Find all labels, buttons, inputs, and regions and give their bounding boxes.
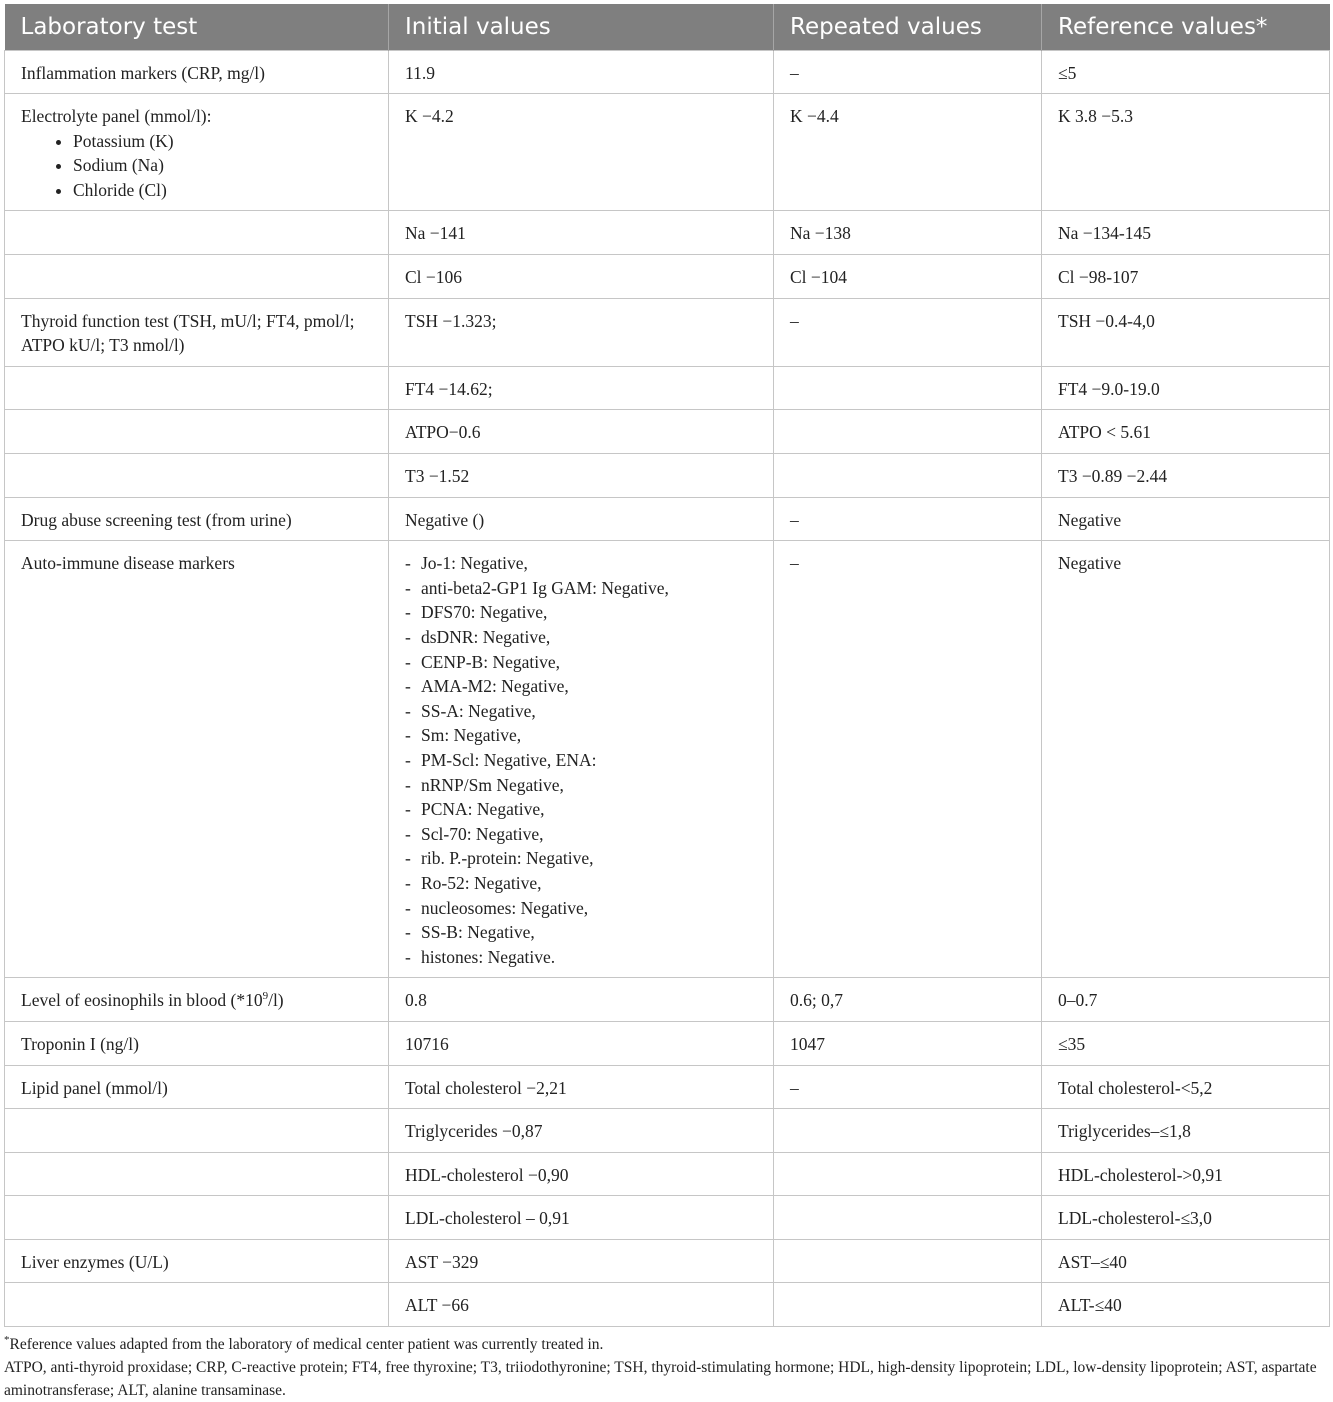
cell-initial: AST −329 bbox=[389, 1239, 774, 1283]
list-item: - anti-beta2-GP1 Ig GAM: Negative, bbox=[405, 576, 757, 601]
cell-repeated: – bbox=[774, 541, 1042, 978]
list-item: - DFS70: Negative, bbox=[405, 600, 757, 625]
cell-initial: Negative () bbox=[389, 497, 774, 541]
cell-test-tail: /l) bbox=[268, 990, 284, 1011]
cell-initial: FT4 −14.62; bbox=[389, 366, 774, 410]
table-row bbox=[5, 1196, 1330, 1240]
abbreviations: ATPO, anti-thyroid proxidase; CRP, C-reactive protein; FT4, free thyroxine; T3, triiodothyronine; TSH, thyroid-stimulating hormone; HDL, high-density lipoprotein; LDL, low-density lipoprotein; AST, aspartate aminotransferase; ALT, alanine transaminase. bbox=[4, 1359, 1317, 1400]
cell-initial: ALT −66 bbox=[389, 1283, 774, 1327]
autoimmune-marker-list bbox=[405, 551, 757, 969]
header-repeated-values: Repeated values bbox=[774, 4, 1042, 50]
cell-reference: Na −134-145 bbox=[1042, 211, 1330, 255]
cell-reference: ≤35 bbox=[1042, 1021, 1330, 1065]
cell-reference: Cl −98-107 bbox=[1042, 255, 1330, 299]
list-item: - Scl-70: Negative, bbox=[405, 822, 757, 847]
table-row bbox=[5, 1021, 1330, 1065]
cell-test bbox=[5, 978, 389, 1022]
cell-test bbox=[5, 211, 389, 255]
cell-reference: K 3.8 −5.3 bbox=[1042, 94, 1330, 211]
header-reference-values: Reference values* bbox=[1042, 4, 1330, 50]
table-row bbox=[5, 454, 1330, 498]
cell-initial: Na −141 bbox=[389, 211, 774, 255]
cell-initial: Cl −106 bbox=[389, 255, 774, 299]
cell-repeated bbox=[774, 1283, 1042, 1327]
table-header-row bbox=[5, 4, 1330, 50]
cell-repeated bbox=[774, 454, 1042, 498]
cell-test-label: Level of eosinophils in blood (*10 bbox=[21, 990, 263, 1011]
table-row bbox=[5, 497, 1330, 541]
cell-repeated: Cl −104 bbox=[774, 255, 1042, 299]
cell-reference: LDL-cholesterol-≤3,0 bbox=[1042, 1196, 1330, 1240]
table-row bbox=[5, 1283, 1330, 1327]
cell-repeated: – bbox=[774, 298, 1042, 366]
cell-initial: ATPO−0.6 bbox=[389, 410, 774, 454]
cell-test bbox=[5, 1196, 389, 1240]
table-row bbox=[5, 50, 1330, 94]
table-row bbox=[5, 1152, 1330, 1196]
table-row bbox=[5, 366, 1330, 410]
cell-repeated bbox=[774, 1109, 1042, 1153]
cell-test: Thyroid function test (TSH, mU/l; FT4, pmol/l; ATPO kU/l; T3 nmol/l) bbox=[5, 298, 389, 366]
cell-initial: T3 −1.52 bbox=[389, 454, 774, 498]
cell-initial: 10716 bbox=[389, 1021, 774, 1065]
table-row bbox=[5, 1239, 1330, 1283]
cell-repeated: – bbox=[774, 50, 1042, 94]
footnote-text: Reference values adapted from the laboratory of medical center patient was currently treated in. bbox=[9, 1336, 604, 1354]
cell-initial bbox=[389, 541, 774, 978]
list-item: - PCNA: Negative, bbox=[405, 797, 757, 822]
cell-initial: TSH −1.323; bbox=[389, 298, 774, 366]
cell-repeated: Na −138 bbox=[774, 211, 1042, 255]
list-item: • Sodium (Na) bbox=[73, 153, 372, 178]
list-item: - Ro-52: Negative, bbox=[405, 871, 757, 896]
list-item: - nucleosomes: Negative, bbox=[405, 896, 757, 921]
list-item: - nRNP/Sm Negative, bbox=[405, 773, 757, 798]
footnote-marker: * bbox=[4, 1333, 10, 1346]
cell-test-label: Electrolyte panel (mmol/l): bbox=[21, 106, 212, 127]
table-row bbox=[5, 1065, 1330, 1109]
cell-reference: Negative bbox=[1042, 497, 1330, 541]
table-row bbox=[5, 298, 1330, 366]
cell-test bbox=[5, 1283, 389, 1327]
table-row bbox=[5, 94, 1330, 211]
cell-test: Auto-immune disease markers bbox=[5, 541, 389, 978]
cell-test bbox=[5, 410, 389, 454]
cell-repeated bbox=[774, 1196, 1042, 1240]
cell-repeated: – bbox=[774, 1065, 1042, 1109]
cell-reference: ≤5 bbox=[1042, 50, 1330, 94]
cell-repeated bbox=[774, 1239, 1042, 1283]
cell-reference: AST–≤40 bbox=[1042, 1239, 1330, 1283]
list-item: - CENP-B: Negative, bbox=[405, 650, 757, 675]
cell-repeated: 1047 bbox=[774, 1021, 1042, 1065]
list-item: - AMA-M2: Negative, bbox=[405, 674, 757, 699]
cell-test: Liver enzymes (U/L) bbox=[5, 1239, 389, 1283]
superscript: 9 bbox=[262, 990, 269, 1003]
table-row bbox=[5, 255, 1330, 299]
list-item: - PM-Scl: Negative, ENA: bbox=[405, 748, 757, 773]
cell-reference: ALT-≤40 bbox=[1042, 1283, 1330, 1327]
table-row bbox=[5, 1109, 1330, 1153]
list-item: - dsDNR: Negative, bbox=[405, 625, 757, 650]
cell-reference: TSH −0.4-4,0 bbox=[1042, 298, 1330, 366]
list-item: • Chloride (Cl) bbox=[73, 178, 372, 203]
cell-reference: Total cholesterol-<5,2 bbox=[1042, 1065, 1330, 1109]
table-footnotes bbox=[4, 1333, 1329, 1402]
list-item: • Potassium (K) bbox=[73, 129, 372, 154]
cell-test: Troponin I (ng/l) bbox=[5, 1021, 389, 1065]
cell-repeated: K −4.4 bbox=[774, 94, 1042, 211]
cell-reference: 0–0.7 bbox=[1042, 978, 1330, 1022]
list-item: - SS-B: Negative, bbox=[405, 920, 757, 945]
cell-repeated: – bbox=[774, 497, 1042, 541]
header-initial-values: Initial values bbox=[389, 4, 774, 50]
cell-test: Inflammation markers (CRP, mg/l) bbox=[5, 50, 389, 94]
table-row bbox=[5, 410, 1330, 454]
electrolyte-list bbox=[21, 129, 372, 203]
cell-reference: Triglycerides–≤1,8 bbox=[1042, 1109, 1330, 1153]
header-laboratory-test: Laboratory test bbox=[5, 4, 389, 50]
cell-initial: K −4.2 bbox=[389, 94, 774, 211]
cell-test bbox=[5, 454, 389, 498]
cell-initial: HDL-cholesterol −0,90 bbox=[389, 1152, 774, 1196]
list-item: - Sm: Negative, bbox=[405, 723, 757, 748]
cell-reference: HDL-cholesterol->0,91 bbox=[1042, 1152, 1330, 1196]
list-item: - Jo-1: Negative, bbox=[405, 551, 757, 576]
lab-results-table bbox=[4, 4, 1330, 1327]
table-row bbox=[5, 211, 1330, 255]
cell-repeated bbox=[774, 1152, 1042, 1196]
cell-initial: 0.8 bbox=[389, 978, 774, 1022]
cell-repeated bbox=[774, 410, 1042, 454]
cell-test bbox=[5, 1109, 389, 1153]
cell-test: Lipid panel (mmol/l) bbox=[5, 1065, 389, 1109]
cell-test bbox=[5, 366, 389, 410]
cell-initial: Total cholesterol −2,21 bbox=[389, 1065, 774, 1109]
cell-reference: Negative bbox=[1042, 541, 1330, 978]
list-item: - rib. P.-protein: Negative, bbox=[405, 846, 757, 871]
cell-repeated: 0.6; 0,7 bbox=[774, 978, 1042, 1022]
cell-initial: LDL-cholesterol – 0,91 bbox=[389, 1196, 774, 1240]
cell-reference: ATPO < 5.61 bbox=[1042, 410, 1330, 454]
cell-initial: 11.9 bbox=[389, 50, 774, 94]
document-page bbox=[4, 4, 1329, 1402]
table-row bbox=[5, 978, 1330, 1022]
cell-reference: FT4 −9.0-19.0 bbox=[1042, 366, 1330, 410]
cell-initial: Triglycerides −0,87 bbox=[389, 1109, 774, 1153]
cell-reference: T3 −0.89 −2.44 bbox=[1042, 454, 1330, 498]
cell-repeated bbox=[774, 366, 1042, 410]
footnote bbox=[4, 1333, 1329, 1356]
cell-test bbox=[5, 1152, 389, 1196]
list-item: - SS-A: Negative, bbox=[405, 699, 757, 724]
list-item: - histones: Negative. bbox=[405, 945, 757, 970]
cell-test: Drug abuse screening test (from urine) bbox=[5, 497, 389, 541]
table-row bbox=[5, 541, 1330, 978]
cell-test bbox=[5, 94, 389, 211]
cell-test bbox=[5, 255, 389, 299]
